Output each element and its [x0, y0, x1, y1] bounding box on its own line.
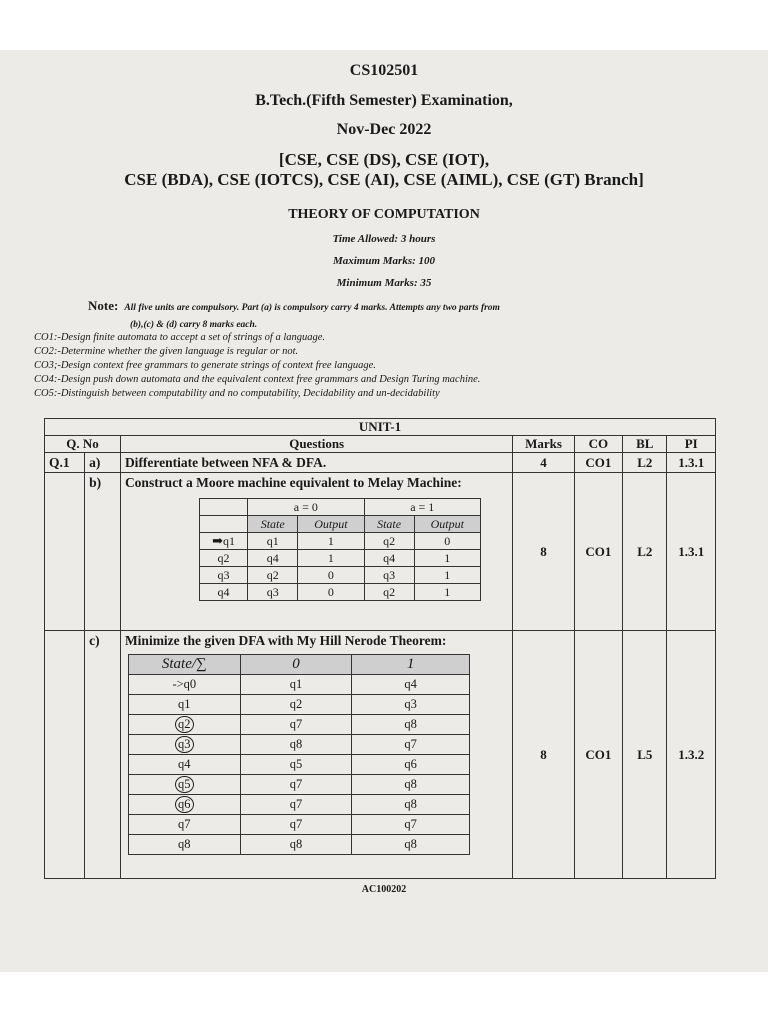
question-row-c: [45, 631, 716, 879]
marks-b: 8: [513, 473, 574, 631]
transition-cell: q8: [352, 715, 470, 735]
transition-cell: q3: [352, 695, 470, 715]
output-cell: 0: [298, 584, 364, 601]
note-line-1: All five units are compulsory. Part (a) is compulsory carry 4 marks. Attempts any two parts from: [124, 303, 500, 313]
transition-cell: q1: [240, 675, 352, 695]
pi-a: 1.3.1: [667, 453, 716, 473]
co-a: CO1: [574, 453, 623, 473]
state-cell: [128, 775, 240, 795]
table-row: [128, 795, 469, 815]
state-cell: q7: [128, 815, 240, 835]
col-output: Output: [298, 516, 364, 533]
header-pi: PI: [667, 436, 716, 453]
input-a1-header: a = 1: [364, 499, 480, 516]
circled-state: q3: [175, 736, 194, 753]
bl-c: L5: [623, 631, 667, 879]
page-footer-code: AC100202: [361, 884, 407, 895]
start-arrow-icon: ➡: [212, 533, 223, 548]
col-state: State: [364, 516, 414, 533]
question-text-a: Differentiate between NFA & DFA.: [120, 453, 512, 473]
output-cell: 0: [298, 567, 364, 584]
question-row-a: [45, 453, 716, 473]
transition-cell: q7: [240, 715, 352, 735]
table-row: [128, 715, 469, 735]
course-outcome-2: CO2:-Determine whether the given language is regular or not.: [34, 346, 299, 357]
transition-cell: q8: [352, 835, 470, 855]
table-row: [199, 584, 480, 601]
next-state-cell: q4: [364, 550, 414, 567]
output-cell: 1: [414, 550, 480, 567]
table-row: [128, 675, 469, 695]
transition-cell: q8: [352, 795, 470, 815]
transition-cell: q8: [240, 835, 352, 855]
branches-line-1: [CSE, CSE (DS), CSE (IOT),: [278, 150, 490, 169]
next-state-cell: q2: [364, 584, 414, 601]
next-state-cell: q1: [248, 533, 298, 550]
transition-cell: q6: [352, 755, 470, 775]
question-number: Q.1: [45, 453, 85, 473]
table-row: [128, 755, 469, 775]
state-cell: q4: [128, 755, 240, 775]
pi-b: 1.3.1: [667, 473, 716, 631]
transition-cell: q4: [352, 675, 470, 695]
table-row: [199, 533, 480, 550]
marks-c: 8: [513, 631, 574, 879]
state-cell: ➡q1: [199, 533, 247, 550]
transition-cell: q7: [240, 775, 352, 795]
next-state-cell: q2: [364, 533, 414, 550]
table-row: [128, 695, 469, 715]
circled-state: q5: [175, 776, 194, 793]
part-label-a: a): [85, 453, 121, 473]
output-cell: 1: [414, 567, 480, 584]
state-cell: q8: [128, 835, 240, 855]
question-text-b: Construct a Moore machine equivalent to Melay Machine:: [124, 475, 462, 490]
table-row: [128, 735, 469, 755]
header-co: CO: [574, 436, 623, 453]
transition-cell: q7: [352, 815, 470, 835]
output-cell: 1: [414, 584, 480, 601]
course-outcome-5: CO5:-Distinguish between computability and no computability, Decidability and un-decidability: [34, 388, 440, 399]
table-row: [128, 815, 469, 835]
part-label-c: c): [85, 631, 121, 879]
pi-c: 1.3.2: [667, 631, 716, 879]
branches-line-2: CSE (BDA), CSE (IOTCS), CSE (AI), CSE (AIML), CSE (GT) Branch]: [124, 170, 644, 189]
next-state-cell: q2: [248, 567, 298, 584]
col-input-1: 1: [352, 655, 470, 675]
input-a0-header: a = 0: [248, 499, 364, 516]
question-table: [44, 418, 716, 879]
course-outcome-4: CO4:-Design push down automata and the equivalent context free grammars and Design Turing machine.: [34, 374, 481, 385]
transition-cell: q8: [352, 775, 470, 795]
col-state: State: [248, 516, 298, 533]
question-row-b: [45, 473, 716, 631]
instructions-note: [88, 297, 628, 334]
transition-cell: q8: [240, 735, 352, 755]
transition-cell: q2: [240, 695, 352, 715]
bl-b: L2: [623, 473, 667, 631]
next-state-cell: q3: [364, 567, 414, 584]
state-cell: [128, 715, 240, 735]
circled-state: q6: [175, 796, 194, 813]
course-outcome-3: CO3;-Design context free grammars to generate strings of context free language.: [34, 360, 376, 371]
co-c: CO1: [574, 631, 623, 879]
output-cell: 1: [298, 533, 364, 550]
maximum-marks: Maximum Marks: 100: [332, 255, 436, 267]
header-questions: Questions: [120, 436, 512, 453]
state-cell: q4: [199, 584, 247, 601]
next-state-cell: q3: [248, 584, 298, 601]
state-cell: q2: [199, 550, 247, 567]
transition-cell: q5: [240, 755, 352, 775]
header-marks: Marks: [513, 436, 574, 453]
state-cell: [128, 795, 240, 815]
table-row: [128, 835, 469, 855]
unit-heading: UNIT-1: [45, 419, 716, 436]
paper-code: CS102501: [349, 62, 419, 79]
state-cell: ->q0: [128, 675, 240, 695]
header-qno: Q. No: [45, 436, 121, 453]
exam-title: B.Tech.(Fifth Semester) Examination,: [255, 92, 513, 109]
mealy-machine-table: [199, 498, 481, 601]
col-state-sigma: State/∑: [128, 655, 240, 675]
state-cell: q3: [199, 567, 247, 584]
transition-cell: q7: [352, 735, 470, 755]
course-outcome-1: CO1:-Design finite automata to accept a set of strings of a language.: [34, 332, 326, 343]
part-label-b: b): [85, 473, 121, 631]
note-line-2: (b),(c) & (d) carry 8 marks each.: [130, 320, 258, 330]
next-state-cell: q4: [248, 550, 298, 567]
output-cell: 0: [414, 533, 480, 550]
header-bl: BL: [623, 436, 667, 453]
table-row: [199, 567, 480, 584]
transition-cell: q7: [240, 795, 352, 815]
exam-session: Nov-Dec 2022: [336, 121, 432, 138]
state-cell: [128, 735, 240, 755]
col-output: Output: [414, 516, 480, 533]
output-cell: 1: [298, 550, 364, 567]
minimum-marks: Minimum Marks: 35: [336, 277, 432, 289]
circled-state: q2: [175, 716, 194, 733]
time-allowed: Time Allowed: 3 hours: [332, 233, 436, 245]
co-b: CO1: [574, 473, 623, 631]
table-row: [199, 550, 480, 567]
question-text-c: Minimize the given DFA with My Hill Nerode Theorem:: [124, 633, 447, 648]
bl-a: L2: [623, 453, 667, 473]
dfa-transition-table: [128, 654, 470, 855]
marks-a: 4: [513, 453, 574, 473]
subject-title: THEORY OF COMPUTATION: [288, 207, 480, 222]
note-label: Note:: [88, 298, 119, 313]
state-cell: q1: [128, 695, 240, 715]
table-row: [128, 775, 469, 795]
col-input-0: 0: [240, 655, 352, 675]
transition-cell: q7: [240, 815, 352, 835]
